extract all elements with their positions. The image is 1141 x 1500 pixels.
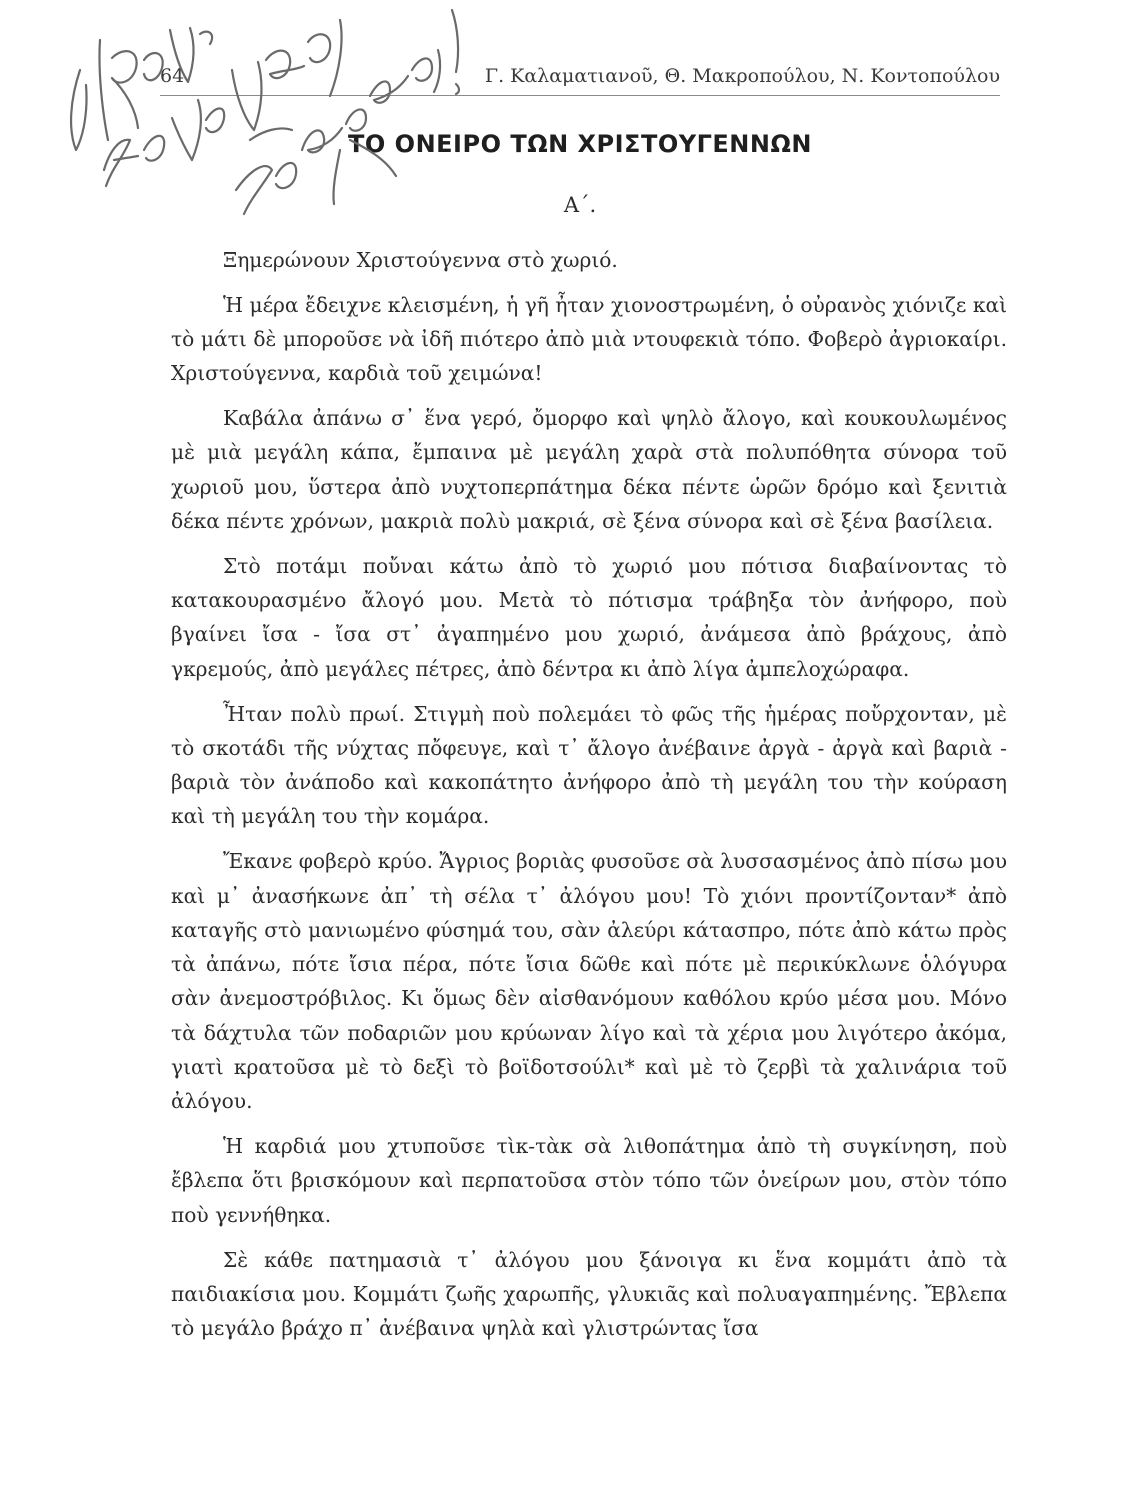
paragraph: Ἦταν πολὺ πρωί. Στιγμὴ ποὺ πολεμάει τὸ φῶς τῆς ἡμέρας ποὔρχονταν, μὲ τὸ σκοτάδι τῆς νύχτας πὄφευγε, καὶ τ᾿ ἄλογο ἀνέβαινε ἀργὰ - ἀργὰ καὶ βαριὰ - βαριὰ τὸν ἀνάποδο καὶ κακοπάτητο ἀνήφορο ἀπὸ τὴ μεγάλη του τὴν κούραση καὶ τὴ μεγάλη του τὴν κομάρα. — [171, 701, 1007, 829]
running-header — [160, 63, 1000, 89]
body-text — [171, 243, 1007, 1356]
paragraph: Ἔκανε φοβερὸ κρύο. Ἄγριος βοριὰς φυσοῦσε σὰ λυσσασμένος ἀπὸ πίσω μου καὶ μ᾿ ἀνασήκωνε ἀπ᾿ τὴ σέλα τ᾿ ἀλόγου μου! Τὸ χιόνι προντίζονταν* ἀπὸ καταγῆς στὸ μανιωμένο φύσημά του, σὰν ἀλεύρι κάτασπρο, πότε ἀπὸ κάτω πρὸς τὰ ἀπάνω, πότε ἴσια πέρα, πότε ἴσια δῶθε καὶ πότε μὲ περικύκλωνε ὁλόγυρα σὰν ἀνεμοστρόβιλος. Κι ὅμως δὲν αἰσθανόμουν καθόλου κρύο μέσα μου. Μόνο τὰ δάχτυλα τῶν ποδαριῶν μου κρύωναν λίγο καὶ τὰ χέρια μου λιγότερο ἀκόμα, γιατὶ κρατοῦσα μὲ τὸ δεξὶ τὸ βοϊδοτσούλι* καὶ μὲ τὸ ζερβὶ τὰ χαλινάρια τοῦ ἀλόγου. — [171, 849, 1007, 1114]
paragraph: Στὸ ποτάμι ποὔναι κάτω ἀπὸ τὸ χωριό μου πότισα διαβαίνοντας τὸ κατακουρασμένο ἄλογό μου. Μετὰ τὸ πότισμα τράβηξα τὸν ἀνήφορο, ποὺ βγαίνει ἴσα - ἴσα στ᾿ ἀγαπημένο μου χωριό, ἀνάμεσα ἀπὸ βράχους, ἀπὸ γκρεμούς, ἀπὸ μεγάλες πέτρες, ἀπὸ δέντρα κι ἀπὸ λίγα ἀμπελοχώραφα. — [171, 553, 1007, 681]
pencil-stroke — [308, 34, 330, 62]
paragraph: Ἡ μέρα ἔδειχνε κλεισμένη, ἡ γῆ ἦταν χιονοστρωμένη, ὁ οὐρανὸς χιόνιζε καὶ τὸ μάτι δὲ μποροῦσε νὰ ἰδῆ πιότερο ἀπὸ μιὰ ντουφεκιὰ τόπο. Φοβερὸ ἀγριοκαίρι. Χριστούγεννα, καρδιὰ τοῦ χειμώνα! — [171, 292, 1007, 386]
section-mark: Α΄. — [563, 193, 597, 217]
pencil-stroke — [112, 51, 138, 128]
page-number: 64 — [160, 65, 185, 87]
pencil-stroke — [99, 40, 108, 140]
pencil-stroke — [104, 140, 130, 186]
pencil-stroke — [206, 108, 224, 132]
pencil-stroke — [346, 109, 366, 130]
story-title: ΤΟ ΟΝΕΙΡΟ ΤΩΝ ΧΡΙΣΤΟΥΓΕΝΝΩΝ — [348, 130, 812, 158]
paragraph: Ἡ καρδιά μου χτυποῦσε τὶκ-τὰκ σὰ λιθοπάτημα ἀπὸ τὴ συγκίνηση, ποὺ ἔβλεπα ὅτι βρισκόμουν καὶ περπατοῦσα στὸν τόπο τῶν ὀνείρων μου, στὸν τόπο ποὺ γεννήθηκα. — [171, 1134, 1007, 1227]
pencil-stroke — [276, 163, 296, 188]
paragraph: Καβάλα ἀπάνω σ᾿ ἕνα γερό, ὄμορφο καὶ ψηλὸ ἄλογο, καὶ κουκουλωμένος μὲ μιὰ μεγάλη κάπα, ἔμπαινα μὲ μεγάλη χαρὰ στὰ πολυπόθητα σύνορα τοῦ χωριοῦ μου, ὕστερα ἀπὸ νυχτοπερπάτημα δέκα πέντε ὡρῶν δρόμο καὶ ξενιτιὰ δέκα πέντε χρόνων, μακριὰ πολὺ μακριά, σὲ ξένα σύνορα καὶ σὲ ξένα βασίλεια. — [171, 406, 1007, 534]
pencil-stroke — [114, 156, 138, 160]
running-head-authors: Γ. Καλαματιανοῦ, Θ. Μακροπούλου, Ν. Κοντοπούλου — [484, 65, 1000, 87]
paragraph: Ξημερώνουν Χριστούγεννα στὸ χωριό. — [223, 248, 618, 272]
pencil-stroke — [71, 70, 86, 150]
header-rule — [160, 95, 1000, 96]
paragraph: Σὲ κάθε πατημασιὰ τ᾿ ἀλόγου μου ξάνοιγα κι ἕνα κομμάτι ἀπὸ τὰ παιδιακίσια μου. Κομμάτι ζωῆς χαρωπῆς, γλυκιᾶς καὶ πολυαγαπημένης. Ἔβλεπα τὸ μεγάλο βράχο π᾿ ἀνέβαινα ψηλὰ καὶ γλιστρώντας ἴσα — [171, 1247, 1007, 1341]
pencil-stroke — [200, 32, 212, 44]
